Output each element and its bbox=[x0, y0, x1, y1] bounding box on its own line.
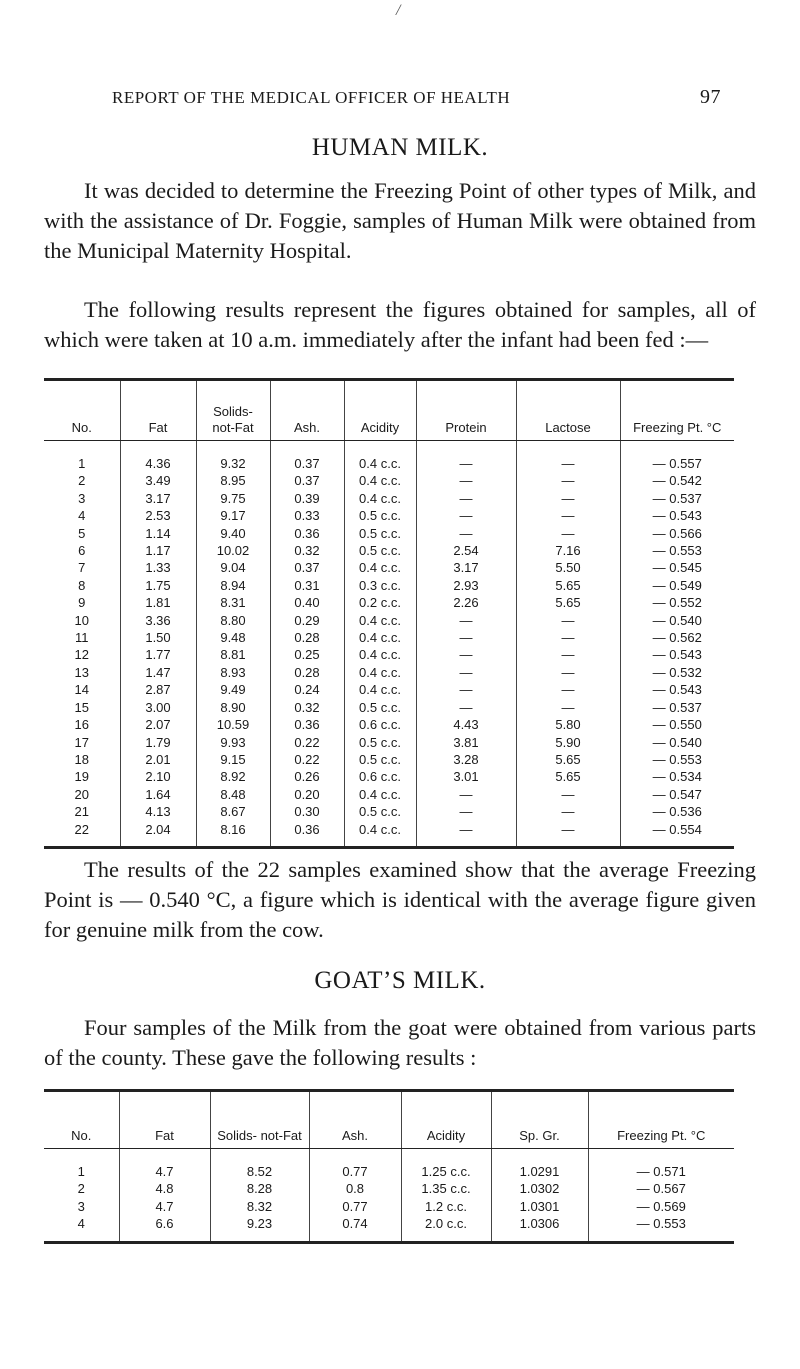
table-cell: — bbox=[516, 490, 620, 507]
table-cell: 5.90 bbox=[516, 734, 620, 751]
table-row bbox=[44, 716, 734, 733]
table-cell: 0.36 bbox=[270, 716, 344, 733]
table-cell: 1.25 c.c. bbox=[401, 1163, 491, 1180]
table-cell: 3.17 bbox=[120, 490, 196, 507]
table-cell: 0.5 c.c. bbox=[344, 751, 416, 768]
human-column-header: No. bbox=[44, 380, 120, 441]
spacer-cell bbox=[44, 1149, 119, 1164]
table-row bbox=[44, 490, 734, 507]
table-cell: — 0.543 bbox=[620, 646, 734, 663]
human-milk-table bbox=[44, 378, 734, 849]
table-cell: — bbox=[416, 629, 516, 646]
table-cell: 4.43 bbox=[416, 716, 516, 733]
table-cell: 3.17 bbox=[416, 559, 516, 576]
spacer-cell bbox=[620, 441, 734, 456]
table-cell: 9.48 bbox=[196, 629, 270, 646]
human-table-body bbox=[44, 441, 734, 848]
human-conclusion-paragraph: The results of the 22 samples examined show that the average Freezing Point is — 0.540 °C, a figure which is identical with the average figure given for genuine milk from the cow. bbox=[44, 857, 756, 942]
table-cell: 1.79 bbox=[120, 734, 196, 751]
spacer-cell bbox=[210, 1149, 309, 1164]
table-cell: — bbox=[516, 821, 620, 848]
human-column-header: Ash. bbox=[270, 380, 344, 441]
table-cell: 8.92 bbox=[196, 768, 270, 785]
spacer-cell bbox=[120, 441, 196, 456]
table-cell: 0.8 bbox=[309, 1180, 401, 1197]
table-cell: 9.23 bbox=[210, 1215, 309, 1242]
table-cell: 0.24 bbox=[270, 681, 344, 698]
table-cell: 3.36 bbox=[120, 612, 196, 629]
table-cell: 8.32 bbox=[210, 1198, 309, 1215]
table-row bbox=[44, 455, 734, 472]
table-cell: 7 bbox=[78, 560, 86, 576]
table-cell: 0.5 c.c. bbox=[344, 734, 416, 751]
table-cell: 8.48 bbox=[196, 786, 270, 803]
table-row bbox=[44, 768, 734, 785]
table-cell: — bbox=[516, 699, 620, 716]
table-cell: 1.81 bbox=[120, 594, 196, 611]
table-cell: — bbox=[516, 803, 620, 820]
table-cell: 2 bbox=[78, 473, 86, 489]
table-cell: — 0.557 bbox=[620, 455, 734, 472]
table-cell: 8.94 bbox=[196, 577, 270, 594]
table-cell: 1.17 bbox=[120, 542, 196, 559]
table-cell: — 0.552 bbox=[620, 594, 734, 611]
table-cell: 0.20 bbox=[270, 786, 344, 803]
table-cell: 2.26 bbox=[416, 594, 516, 611]
table-cell: — bbox=[416, 455, 516, 472]
table-cell: — bbox=[416, 525, 516, 542]
table-row bbox=[44, 646, 734, 663]
table-cell: 7.16 bbox=[516, 542, 620, 559]
goat-column-header: Fat bbox=[119, 1091, 210, 1149]
table-cell: 17 bbox=[74, 734, 89, 750]
table-cell: 9.40 bbox=[196, 525, 270, 542]
table-cell: — bbox=[516, 646, 620, 663]
table-cell: 18 bbox=[74, 751, 89, 767]
table-cell: 5.80 bbox=[516, 716, 620, 733]
table-row bbox=[44, 577, 734, 594]
table-cell: — bbox=[416, 612, 516, 629]
table-cell: — 0.545 bbox=[620, 559, 734, 576]
table-cell: — 0.534 bbox=[620, 768, 734, 785]
table-cell: — bbox=[416, 490, 516, 507]
spacer-cell bbox=[516, 441, 620, 456]
table-cell: 5.65 bbox=[516, 768, 620, 785]
table-cell: 8.67 bbox=[196, 803, 270, 820]
spacer-cell bbox=[270, 441, 344, 456]
table-cell: — bbox=[516, 455, 620, 472]
human-column-header: Acidity bbox=[344, 380, 416, 441]
table-cell: 9.15 bbox=[196, 751, 270, 768]
table-cell: 0.29 bbox=[270, 612, 344, 629]
table-cell: 2.93 bbox=[416, 577, 516, 594]
table-cell: 0.5 c.c. bbox=[344, 803, 416, 820]
table-cell: — bbox=[416, 472, 516, 489]
spacer-cell bbox=[344, 441, 416, 456]
table-cell: 8.52 bbox=[210, 1163, 309, 1180]
table-cell: 0.39 bbox=[270, 490, 344, 507]
table-cell: 0.4 c.c. bbox=[344, 681, 416, 698]
table-cell: 9.17 bbox=[196, 507, 270, 524]
table-cell: 0.6 c.c. bbox=[344, 768, 416, 785]
table-row bbox=[44, 612, 734, 629]
table-cell: 1 bbox=[77, 1164, 85, 1179]
table-row bbox=[44, 664, 734, 681]
stray-mark: / bbox=[396, 2, 401, 19]
spacer-cell bbox=[44, 441, 120, 456]
human-intro-paragraph: It was decided to determine the Freezing Point of other types of Milk, and with the assistance of Dr. Foggie, samples of Human Milk were obtained from the Municipal Maternity Hospital. bbox=[44, 178, 756, 263]
table-cell: — bbox=[416, 786, 516, 803]
table-cell: 1.0291 bbox=[491, 1163, 588, 1180]
table-cell: 8.93 bbox=[196, 664, 270, 681]
table-cell: 0.5 c.c. bbox=[344, 699, 416, 716]
table-cell: 2.53 bbox=[120, 507, 196, 524]
goat-milk-heading: GOAT’S MILK. bbox=[314, 967, 486, 994]
table-cell: 0.4 c.c. bbox=[344, 786, 416, 803]
table-cell: 3.81 bbox=[416, 734, 516, 751]
table-spacer-row bbox=[44, 1149, 734, 1164]
table-cell: 0.37 bbox=[270, 559, 344, 576]
table-cell: 14 bbox=[74, 682, 89, 698]
table-cell: — 0.547 bbox=[620, 786, 734, 803]
human-milk-heading: HUMAN MILK. bbox=[311, 134, 489, 161]
table-row bbox=[44, 542, 734, 559]
table-cell: 1.33 bbox=[120, 559, 196, 576]
goat-column-header: Solids- not-Fat bbox=[210, 1091, 309, 1149]
table-cell: 4.8 bbox=[119, 1180, 210, 1197]
table-cell: 9.49 bbox=[196, 681, 270, 698]
table-cell: 0.32 bbox=[270, 699, 344, 716]
table-cell: 0.5 c.c. bbox=[344, 542, 416, 559]
goat-intro-paragraph: Four samples of the Milk from the goat were obtained from various parts of the county. These gave the following results : bbox=[44, 1015, 756, 1070]
table-cell: — bbox=[516, 612, 620, 629]
table-row bbox=[44, 803, 734, 820]
table-cell: 1.35 c.c. bbox=[401, 1180, 491, 1197]
goat-table-header-row bbox=[44, 1091, 734, 1149]
table-cell: — bbox=[416, 664, 516, 681]
table-cell: 2.10 bbox=[120, 768, 196, 785]
table-cell: 0.36 bbox=[270, 821, 344, 848]
table-cell: — 0.537 bbox=[620, 699, 734, 716]
table-cell: — bbox=[416, 699, 516, 716]
table-cell: — bbox=[416, 803, 516, 820]
table-cell: — 0.540 bbox=[620, 734, 734, 751]
table-cell: — 0.553 bbox=[620, 751, 734, 768]
table-cell: 0.32 bbox=[270, 542, 344, 559]
table-cell: — 0.562 bbox=[620, 629, 734, 646]
table-cell: 21 bbox=[74, 804, 89, 820]
table-cell: 9.75 bbox=[196, 490, 270, 507]
table-cell: — 0.566 bbox=[620, 525, 734, 542]
table-row bbox=[44, 734, 734, 751]
table-cell: 1.75 bbox=[120, 577, 196, 594]
table-cell: 1.0302 bbox=[491, 1180, 588, 1197]
spacer-cell bbox=[119, 1149, 210, 1164]
table-cell: 0.40 bbox=[270, 594, 344, 611]
table-cell: 0.22 bbox=[270, 734, 344, 751]
table-cell: — 0.540 bbox=[620, 612, 734, 629]
table-cell: 1.0306 bbox=[491, 1215, 588, 1242]
table-cell: 0.25 bbox=[270, 646, 344, 663]
table-cell: 5.50 bbox=[516, 559, 620, 576]
goat-milk-table bbox=[44, 1089, 734, 1244]
table-cell: 3 bbox=[77, 1198, 85, 1214]
goat-column-header: Sp. Gr. bbox=[491, 1091, 588, 1149]
table-cell: 0.4 c.c. bbox=[344, 821, 416, 848]
table-cell: 3 bbox=[78, 490, 86, 506]
table-cell: 0.4 c.c. bbox=[344, 629, 416, 646]
table-cell: — 0.550 bbox=[620, 716, 734, 733]
table-row bbox=[44, 1180, 734, 1197]
table-cell: 6.6 bbox=[119, 1215, 210, 1242]
table-cell: 8 bbox=[78, 577, 86, 593]
table-cell: 0.4 c.c. bbox=[344, 612, 416, 629]
spacer-cell bbox=[588, 1149, 734, 1164]
table-cell: 3.01 bbox=[416, 768, 516, 785]
table-cell: 8.90 bbox=[196, 699, 270, 716]
table-cell: 1.47 bbox=[120, 664, 196, 681]
table-cell: — 0.571 bbox=[588, 1163, 734, 1180]
table-cell: 11 bbox=[75, 630, 89, 646]
table-cell: 1.77 bbox=[120, 646, 196, 663]
table-cell: 3.00 bbox=[120, 699, 196, 716]
table-cell: 4 bbox=[44, 1215, 119, 1242]
table-cell: 10.59 bbox=[196, 716, 270, 733]
human-column-header: Freezing Pt. °C bbox=[620, 380, 734, 441]
table-cell: 4.36 bbox=[120, 455, 196, 472]
table-cell: 0.37 bbox=[270, 472, 344, 489]
table-cell: 0.2 c.c. bbox=[344, 594, 416, 611]
table-row bbox=[44, 699, 734, 716]
table-cell: 0.3 c.c. bbox=[344, 577, 416, 594]
table-cell: — bbox=[516, 507, 620, 524]
table-cell: — 0.542 bbox=[620, 472, 734, 489]
human-table-header-row bbox=[44, 380, 734, 441]
table-cell: 0.22 bbox=[270, 751, 344, 768]
table-cell: 0.37 bbox=[270, 455, 344, 472]
table-cell: 8.16 bbox=[196, 821, 270, 848]
page-number: 97 bbox=[700, 86, 721, 108]
table-cell: — 0.553 bbox=[588, 1215, 734, 1242]
table-cell: 1.2 c.c. bbox=[401, 1198, 491, 1215]
table-cell: — bbox=[516, 681, 620, 698]
table-cell: — bbox=[516, 472, 620, 489]
table-cell: 0.36 bbox=[270, 525, 344, 542]
table-cell: — bbox=[516, 664, 620, 681]
table-cell: 10.02 bbox=[196, 542, 270, 559]
table-cell: 2.04 bbox=[120, 821, 196, 848]
table-cell: 8.80 bbox=[196, 612, 270, 629]
table-row bbox=[44, 525, 734, 542]
table-row bbox=[44, 1215, 734, 1242]
table-cell: — 0.549 bbox=[620, 577, 734, 594]
spacer-cell bbox=[401, 1149, 491, 1164]
table-cell: 0.28 bbox=[270, 629, 344, 646]
table-cell: 4.7 bbox=[119, 1163, 210, 1180]
table-cell: 22 bbox=[44, 821, 120, 848]
table-cell: 15 bbox=[74, 699, 89, 715]
table-cell: — 0.532 bbox=[620, 664, 734, 681]
table-cell: 1 bbox=[78, 456, 86, 471]
table-cell: 10 bbox=[74, 612, 89, 628]
spacer-cell bbox=[196, 441, 270, 456]
table-cell: 8.31 bbox=[196, 594, 270, 611]
table-cell: 8.81 bbox=[196, 646, 270, 663]
goat-column-header: No. bbox=[44, 1091, 119, 1149]
table-cell: 4.7 bbox=[119, 1198, 210, 1215]
table-row bbox=[44, 507, 734, 524]
table-cell: 3.49 bbox=[120, 472, 196, 489]
running-head bbox=[0, 86, 800, 112]
table-cell: 2.0 c.c. bbox=[401, 1215, 491, 1242]
table-cell: 0.5 c.c. bbox=[344, 507, 416, 524]
table-cell: 2.87 bbox=[120, 681, 196, 698]
table-cell: 1.64 bbox=[120, 786, 196, 803]
table-cell: — 0.554 bbox=[620, 821, 734, 848]
table-cell: — bbox=[416, 507, 516, 524]
table-row bbox=[44, 681, 734, 698]
table-cell: 0.4 c.c. bbox=[344, 646, 416, 663]
table-cell: 9.04 bbox=[196, 559, 270, 576]
goat-column-header: Freezing Pt. °C bbox=[588, 1091, 734, 1149]
table-cell: 0.6 c.c. bbox=[344, 716, 416, 733]
table-cell: 0.30 bbox=[270, 803, 344, 820]
table-cell: 0.77 bbox=[309, 1198, 401, 1215]
table-cell: 0.4 c.c. bbox=[344, 490, 416, 507]
spacer-cell bbox=[491, 1149, 588, 1164]
table-cell: 0.5 c.c. bbox=[344, 525, 416, 542]
goat-column-header: Acidity bbox=[401, 1091, 491, 1149]
running-head-title: REPORT OF THE MEDICAL OFFICER OF HEALTH bbox=[112, 88, 511, 107]
table-cell: 0.26 bbox=[270, 768, 344, 785]
table-cell: 0.4 c.c. bbox=[344, 559, 416, 576]
table-cell: 2.54 bbox=[416, 542, 516, 559]
table-cell: 2.01 bbox=[120, 751, 196, 768]
spacer-cell bbox=[416, 441, 516, 456]
table-row bbox=[44, 1163, 734, 1180]
goat-table-body bbox=[44, 1149, 734, 1243]
table-cell: — 0.569 bbox=[588, 1198, 734, 1215]
table-cell: — 0.553 bbox=[620, 542, 734, 559]
table-cell: 0.31 bbox=[270, 577, 344, 594]
table-cell: 6 bbox=[78, 543, 86, 559]
table-cell: 8.95 bbox=[196, 472, 270, 489]
table-cell: 13 bbox=[74, 664, 89, 680]
table-cell: — bbox=[516, 525, 620, 542]
table-cell: 19 bbox=[74, 769, 89, 785]
table-cell: 5.65 bbox=[516, 577, 620, 594]
table-row bbox=[44, 472, 734, 489]
table-cell: 2.07 bbox=[120, 716, 196, 733]
table-cell: 1.50 bbox=[120, 629, 196, 646]
table-cell: 4.13 bbox=[120, 803, 196, 820]
table-spacer-row bbox=[44, 441, 734, 456]
table-cell: 2 bbox=[77, 1181, 85, 1197]
table-cell: — bbox=[416, 821, 516, 848]
table-cell: 0.28 bbox=[270, 664, 344, 681]
table-cell: 5.65 bbox=[516, 751, 620, 768]
table-row bbox=[44, 751, 734, 768]
table-cell: — 0.537 bbox=[620, 490, 734, 507]
table-cell: 12 bbox=[74, 647, 89, 663]
spacer-cell bbox=[309, 1149, 401, 1164]
table-row bbox=[44, 629, 734, 646]
table-cell: 4 bbox=[78, 508, 86, 524]
table-cell: — bbox=[416, 646, 516, 663]
table-cell: 1.0301 bbox=[491, 1198, 588, 1215]
table-cell: 20 bbox=[74, 786, 89, 802]
table-cell: 5.65 bbox=[516, 594, 620, 611]
table-row bbox=[44, 1198, 734, 1215]
human-column-header: Protein bbox=[416, 380, 516, 441]
table-row bbox=[44, 821, 734, 848]
table-row bbox=[44, 786, 734, 803]
table-cell: 0.4 c.c. bbox=[344, 472, 416, 489]
table-cell: 1.14 bbox=[120, 525, 196, 542]
table-row bbox=[44, 559, 734, 576]
table-cell: — 0.536 bbox=[620, 803, 734, 820]
table-cell: — bbox=[416, 681, 516, 698]
table-cell: 9.93 bbox=[196, 734, 270, 751]
table-row bbox=[44, 594, 734, 611]
table-cell: 0.74 bbox=[309, 1215, 401, 1242]
table-cell: 8.28 bbox=[210, 1180, 309, 1197]
goat-column-header: Ash. bbox=[309, 1091, 401, 1149]
table-cell: — 0.543 bbox=[620, 507, 734, 524]
table-cell: 16 bbox=[74, 717, 89, 733]
table-cell: 5 bbox=[78, 525, 86, 541]
table-cell: 0.4 c.c. bbox=[344, 455, 416, 472]
table-cell: — bbox=[516, 629, 620, 646]
table-cell: — bbox=[516, 786, 620, 803]
table-cell: 9 bbox=[78, 595, 86, 611]
table-cell: 9.32 bbox=[196, 455, 270, 472]
table-cell: 0.77 bbox=[309, 1163, 401, 1180]
table-cell: 3.28 bbox=[416, 751, 516, 768]
human-column-header: Lactose bbox=[516, 380, 620, 441]
table-cell: — 0.543 bbox=[620, 681, 734, 698]
table-cell: 0.4 c.c. bbox=[344, 664, 416, 681]
table-cell: 0.33 bbox=[270, 507, 344, 524]
human-column-header: Solids- not-Fat bbox=[196, 380, 270, 441]
human-column-header: Fat bbox=[120, 380, 196, 441]
human-method-paragraph: The following results represent the figures obtained for samples, all of which were taken at 10 a.m. immediately after the infant had been fed :— bbox=[44, 297, 756, 352]
table-cell: — 0.567 bbox=[588, 1180, 734, 1197]
